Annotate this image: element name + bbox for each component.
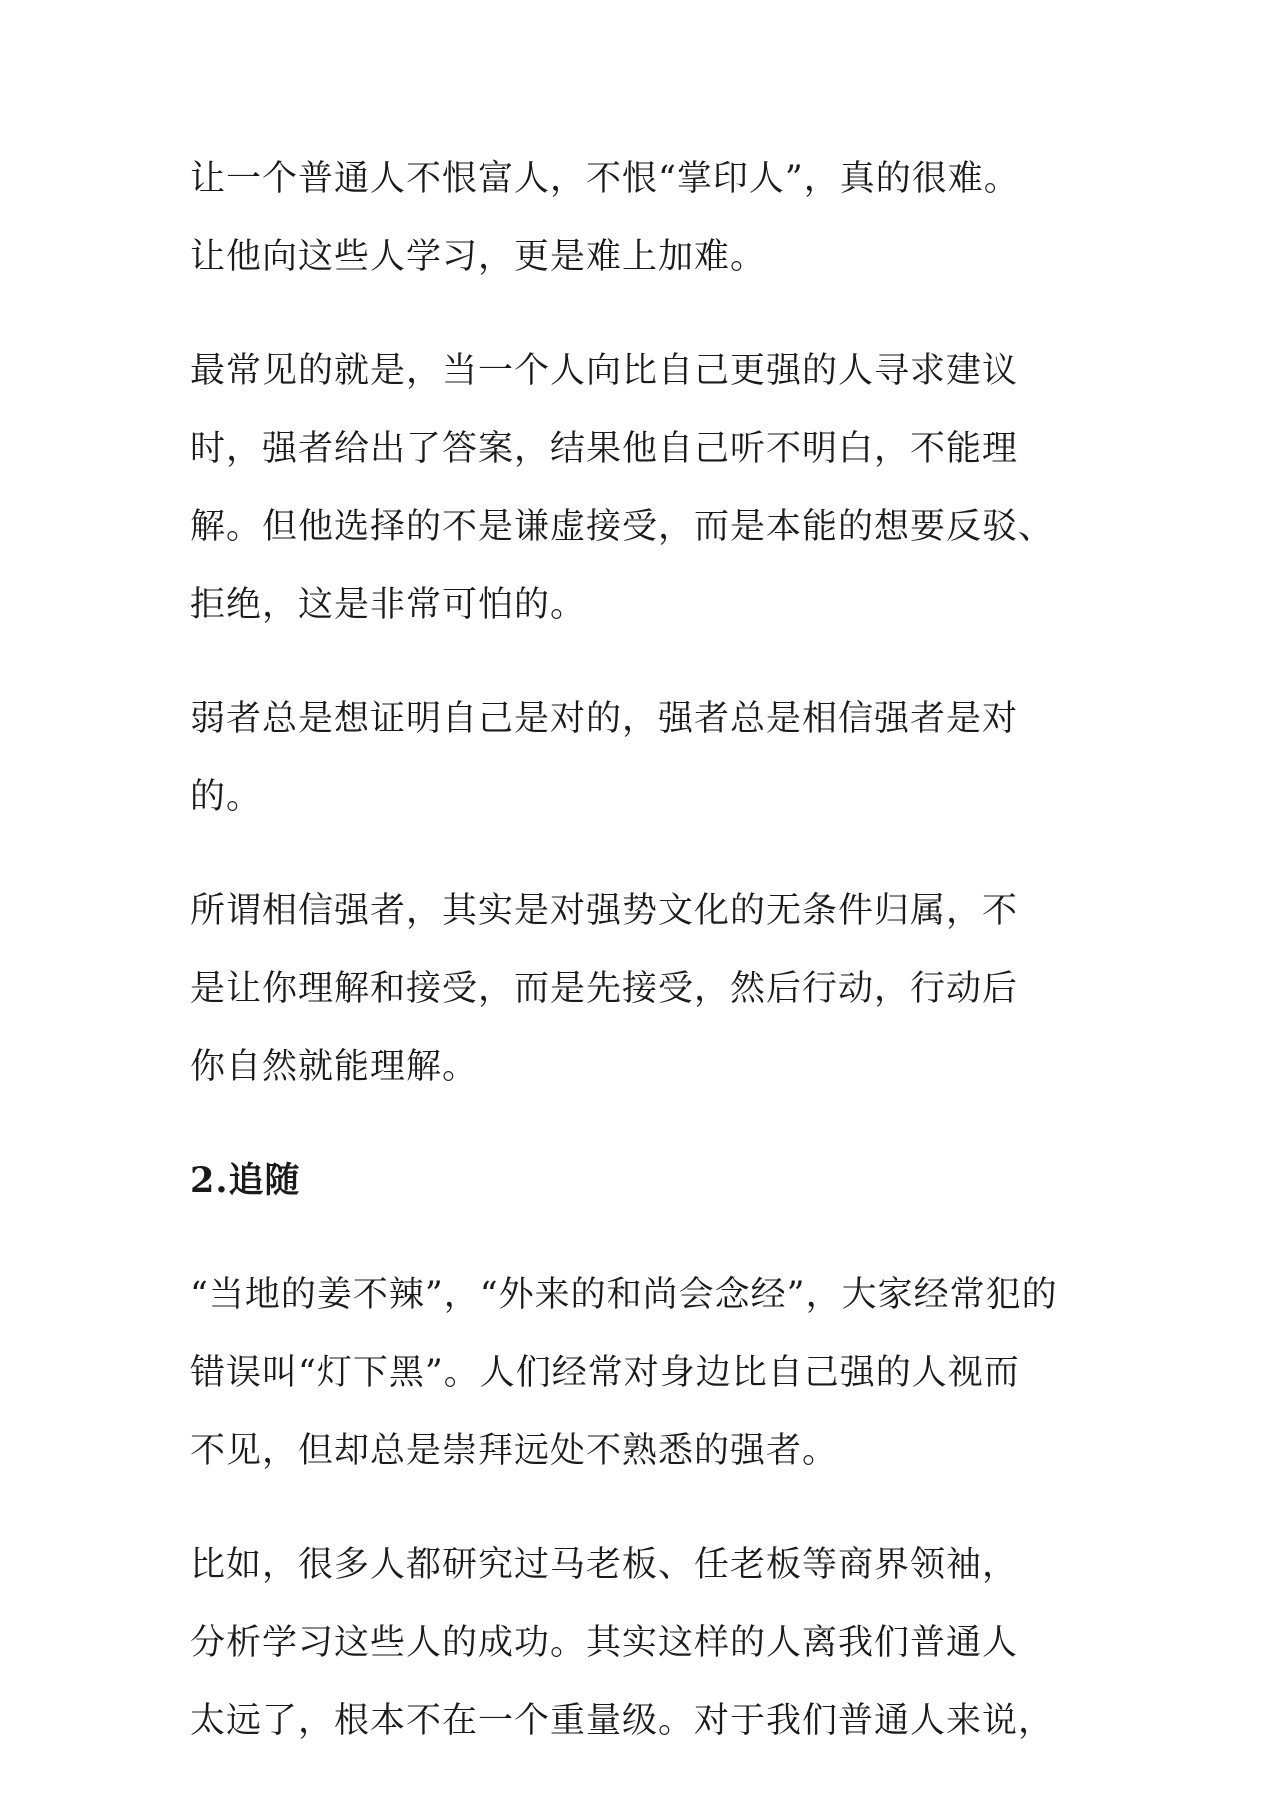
text-line: 分析学习这些人的成功。其实这样的人离我们普通人 [190,1623,1019,1663]
paragraph-5 [190,1256,1090,1490]
paragraph-4 [190,872,1090,1106]
text-line: 解。但他选择的不是谦虚接受，而是本能的想要反驳、 [190,507,1055,547]
text-line: 太远了，根本不在一个重量级。对于我们普通人来说， [190,1701,1055,1741]
section-heading: 2.追随 [190,1160,301,1201]
text-line: 比如，很多人都研究过马老板、任老板等商界领袖， [190,1545,1019,1585]
paragraph-3 [190,680,1090,836]
paragraph-6 [190,1526,1090,1760]
text-line: 不见，但却总是崇拜远处不熟悉的强者。 [190,1431,839,1471]
text-line: 你自然就能理解。 [190,1047,479,1087]
text-line: 时，强者给出了答案，结果他自己听不明白，不能理 [190,429,1019,469]
text-line: 弱者总是想证明自己是对的，强者总是相信强者是对 [190,699,1019,739]
document-body [190,140,1090,1796]
text-line: 让他向这些人学习，更是难上加难。 [190,237,767,277]
text-line: 最常见的就是，当一个人向比自己更强的人寻求建议 [190,351,1019,391]
paragraph-2 [190,332,1090,644]
paragraph-1 [190,140,1090,296]
text-line: 错误叫“灯下黑”。人们经常对身边比自己强的人视而 [190,1353,1020,1393]
text-line: “当地的姜不辣”，“外来的和尚会念经”，大家经常犯的 [190,1275,1058,1315]
text-line: 是让你理解和接受，而是先接受，然后行动，行动后 [190,969,1019,1009]
text-line: 所谓相信强者，其实是对强势文化的无条件归属，不 [190,891,1019,931]
text-line: 拒绝，这是非常可怕的。 [190,585,587,625]
text-line: 让一个普通人不恨富人，不恨“掌印人”，真的很难。 [190,159,1020,199]
text-line: 的。 [190,777,263,817]
